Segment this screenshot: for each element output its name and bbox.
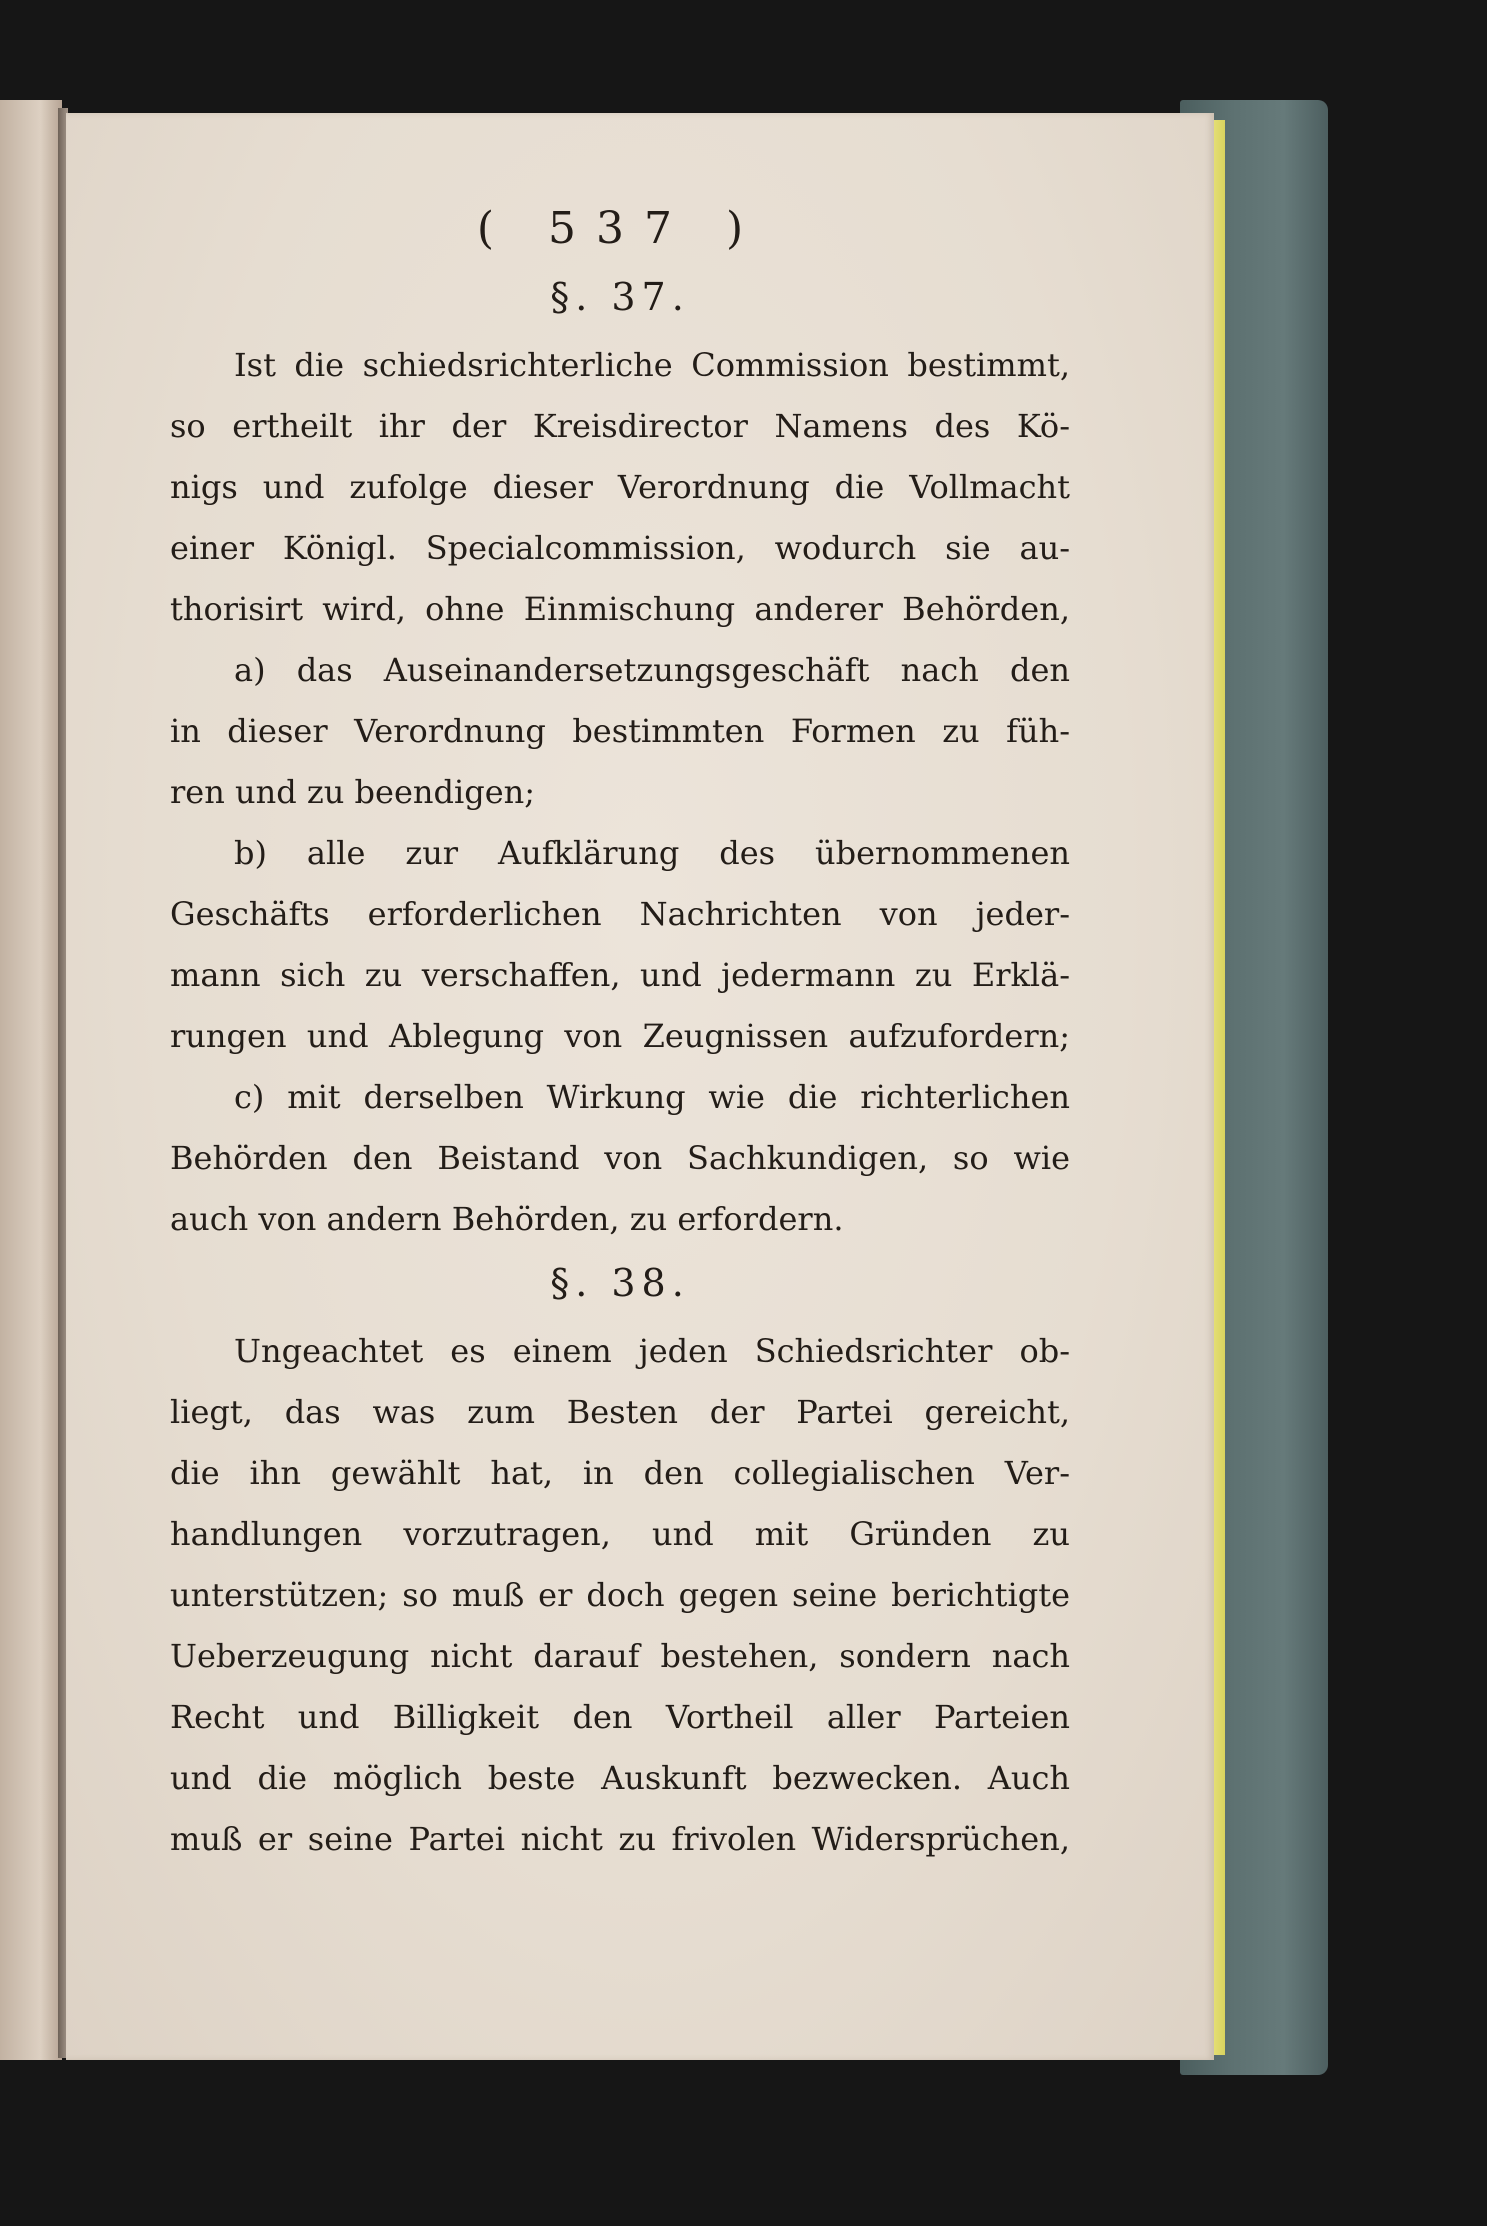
text-line: mann sich zu verschaffen, und jedermann zu Erklä- [170,956,1070,994]
text-line: c) mit derselben Wirkung wie die richterlichen [234,1078,1070,1116]
text-line: b) alle zur Aufklärung des übernommenen [234,834,1070,872]
text-line: so ertheilt ihr der Kreisdirector Namens des Kö- [170,407,1070,445]
text-line: in dieser Verordnung bestimmten Formen zu füh- [170,712,1070,750]
facing-page-edge [0,100,62,2060]
book-page [66,113,1214,2060]
text-line: unterstützen; so muß er doch gegen seine berichtigte [170,1576,1070,1614]
text-line: Ueberzeugung nicht darauf bestehen, sondern nach [170,1637,1070,1675]
section-heading-38: §. 38. [550,1261,690,1305]
text-line: a) das Auseinandersetzungsgeschäft nach den [234,651,1070,689]
text-line: einer Königl. Specialcommission, wodurch sie au- [170,529,1070,567]
text-line: die ihn gewählt hat, in den collegialischen Ver- [170,1454,1070,1492]
text-line: Ungeachtet es einem jeden Schiedsrichter ob- [234,1332,1070,1370]
text-line: nigs und zufolge dieser Verordnung die Vollmacht [170,468,1070,506]
text-line: Behörden den Beistand von Sachkundigen, so wie [170,1139,1070,1177]
text-line: muß er seine Partei nicht zu frivolen Widersprüchen, [170,1820,1070,1858]
text-line: handlungen vorzutragen, und mit Gründen zu [170,1515,1070,1553]
text-line: rungen und Ablegung von Zeugnissen aufzufordern; [170,1017,1070,1055]
text-line: liegt, das was zum Besten der Partei gereicht, [170,1393,1070,1431]
text-line: Recht und Billigkeit den Vortheil aller Parteien [170,1698,1070,1736]
text-line: Ist die schiedsrichterliche Commission bestimmt, [234,346,1070,384]
text-line: thorisirt wird, ohne Einmischung anderer Behörden, [170,590,1070,628]
text-line: Geschäfts erforderlichen Nachrichten von jeder- [170,895,1070,933]
text-line: auch von andern Behörden, zu erfordern. [170,1200,844,1238]
text-line: und die möglich beste Auskunft bezwecken. Auch [170,1759,1070,1797]
page-number: ( 537 ) [476,203,764,254]
text-line: ren und zu beendigen; [170,773,536,811]
section-heading-37: §. 37. [550,275,690,319]
